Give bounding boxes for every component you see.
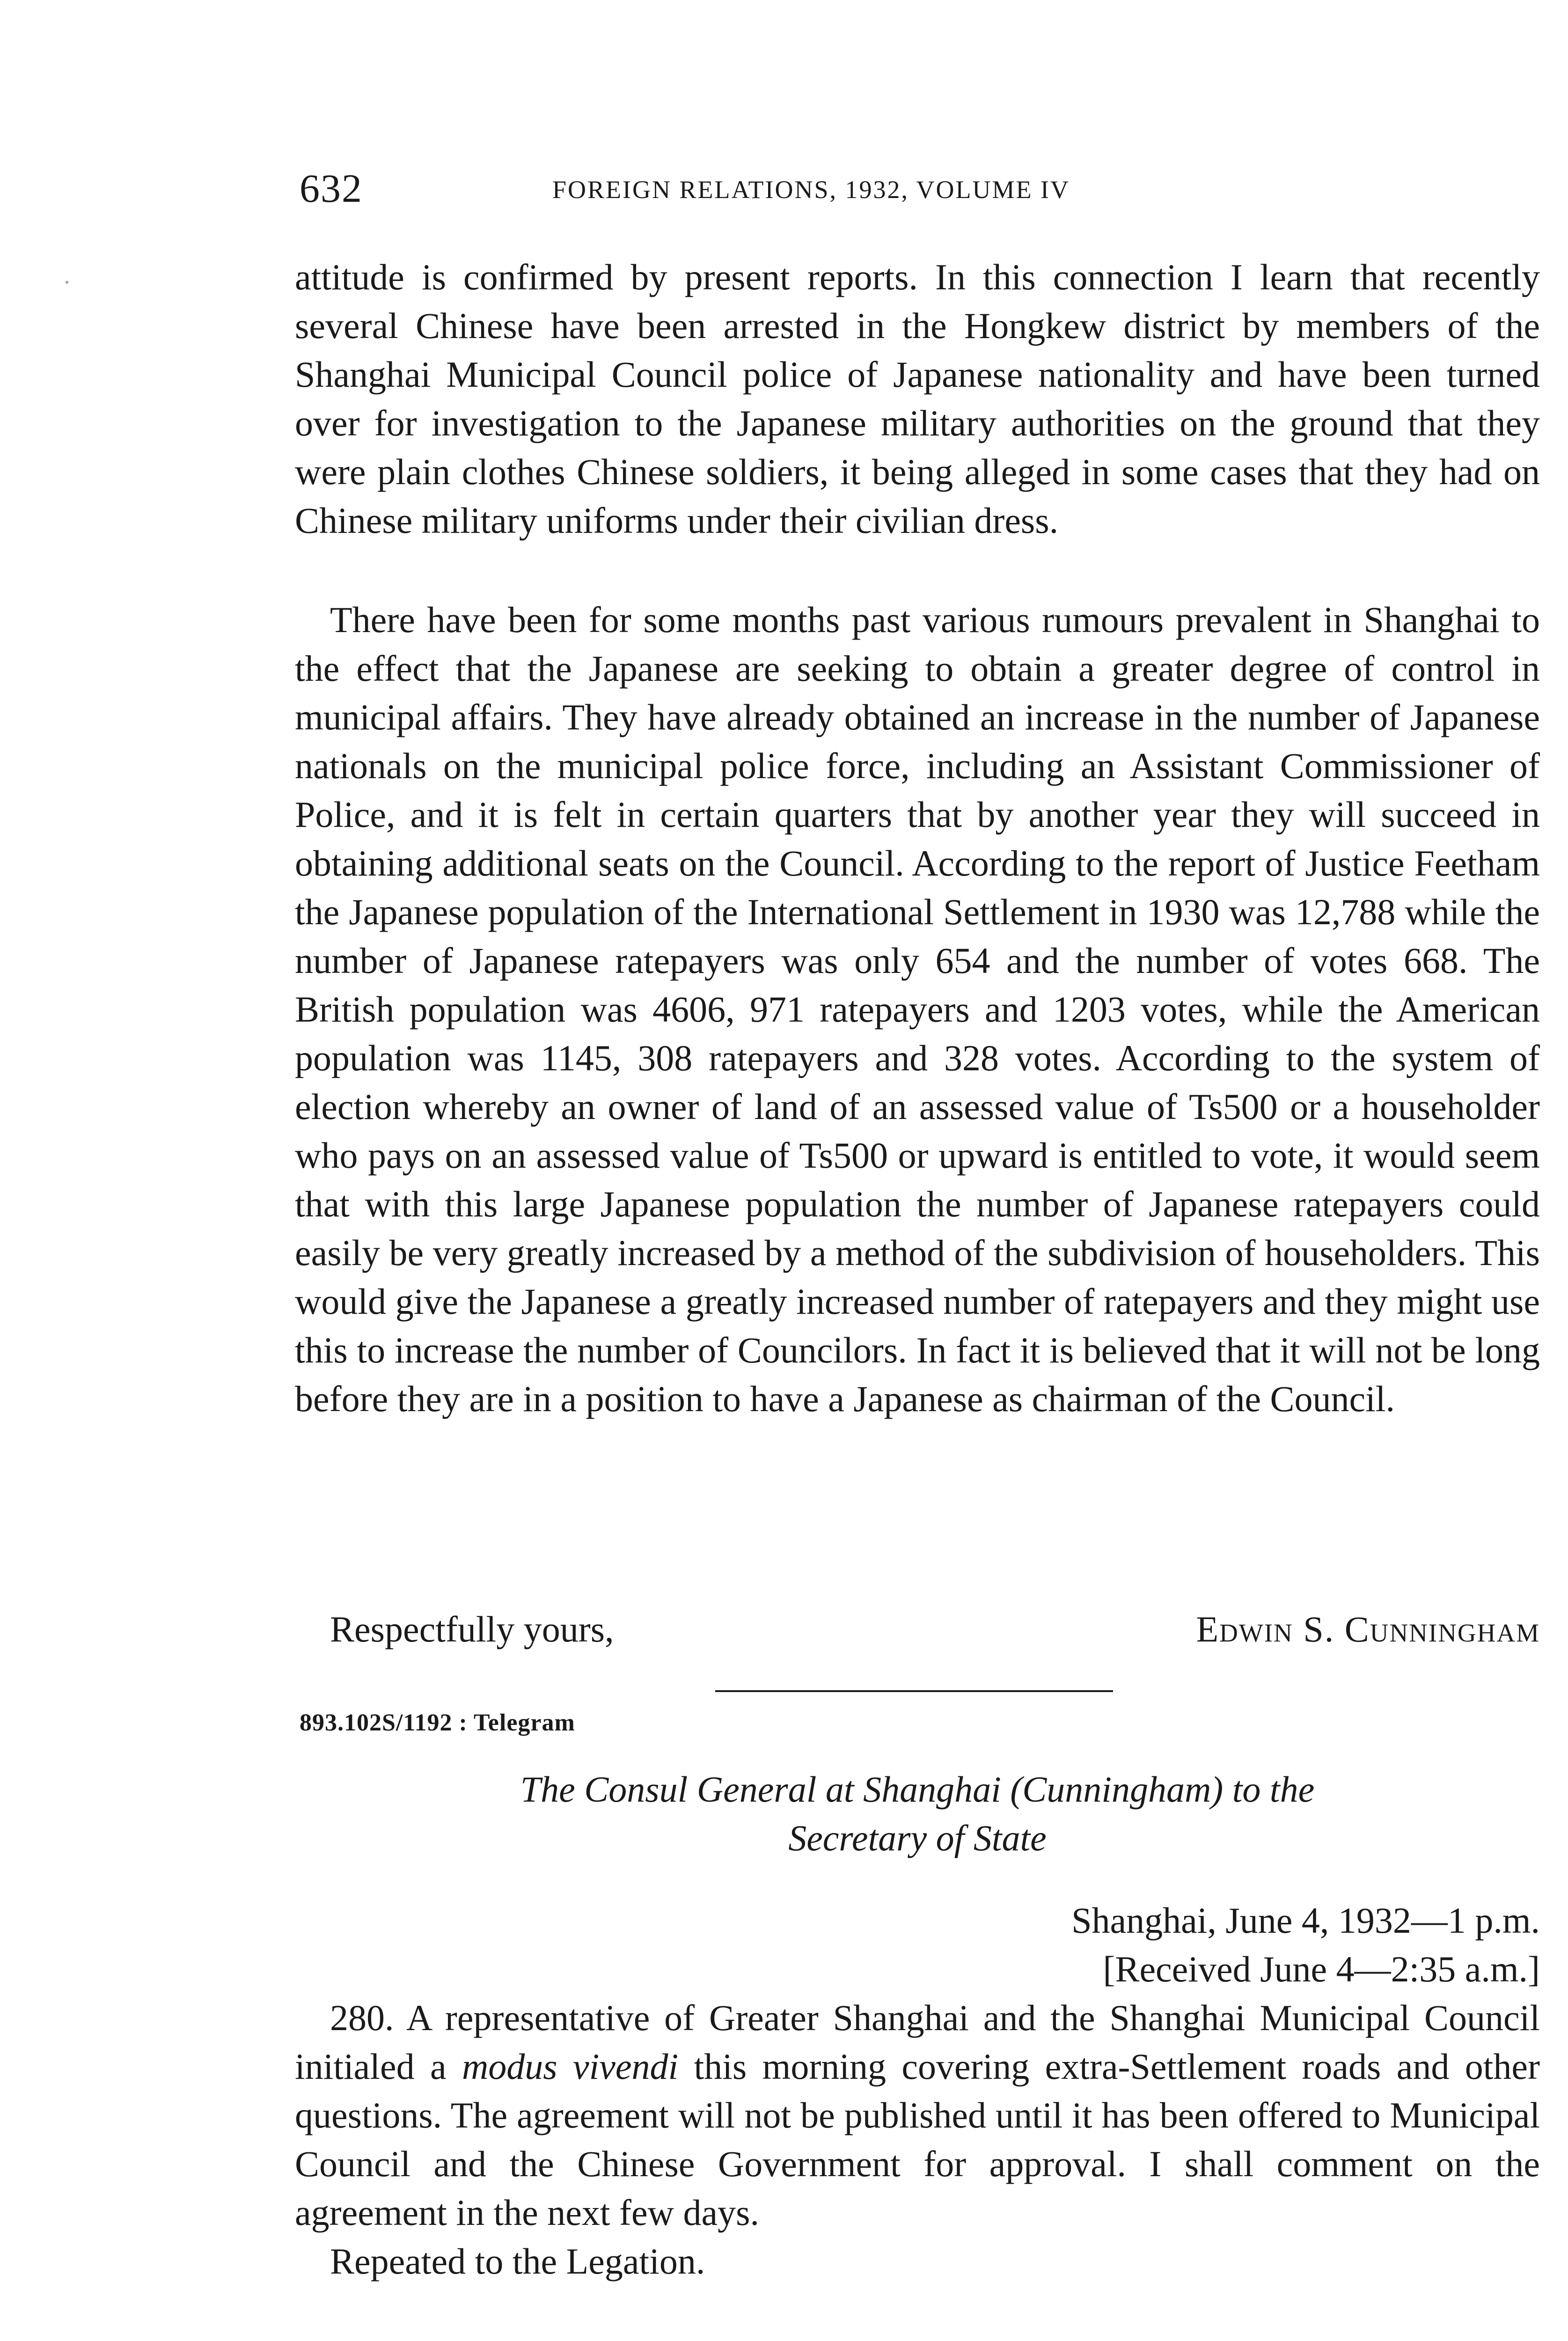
- page-header: [300, 165, 1535, 221]
- telegram-body: [295, 1994, 1540, 2286]
- telegram-title: [295, 1765, 1540, 1862]
- dateline-sent: Shanghai, June 4, 1932—1 p.m.: [1071, 1900, 1540, 1941]
- dateline-received: [Received June 4—2:35 a.m.]: [1103, 1949, 1540, 1989]
- telegram-text-italic: modus vivendi: [462, 2046, 679, 2087]
- page-number: 632: [300, 166, 363, 211]
- telegram-title-line-2: Secretary of State: [788, 1818, 1047, 1858]
- telegram-title-line-1: The Consul General at Shanghai (Cunningham) to the: [520, 1769, 1315, 1810]
- telegram-text-end: this morning covering extra-Settlement roads and other questions. The agreement will not be published until it has been offered to Municipal Council and the Chinese Government for approval. I shall comment on the agreement in the next few days.: [295, 2046, 1540, 2233]
- complimentary-close: Respectfully yours,: [330, 1609, 614, 1649]
- running-head: FOREIGN RELATIONS, 1932, VOLUME IV: [552, 176, 1070, 204]
- telegram-paragraph: [295, 1994, 1540, 2237]
- telegram-text-start: 280. A representative of Greater Shanghai and the Shanghai Municipal Council initialed a: [295, 1997, 1540, 2087]
- telegram-dateline: [1071, 1896, 1540, 1994]
- telegram-repeated-note: Repeated to the Legation.: [330, 2241, 705, 2282]
- letter-signature: Edwin S. Cunningham: [1196, 1609, 1540, 1649]
- letter-paragraph-2: There have been for some months past various rumours prevalent in Shanghai to the effect that the Japanese are seeking to obtain a greater degree of control in municipal affairs. They have already obtained an increase in the number of Japanese nationals on the municipal police force, including an Assistant Commissioner of Police, and it is felt in certain quarters that by another year they will succeed in obtaining additional seats on the Council. According to the report of Justice Feetham the Japanese population of the International Settlement in 1930 was 12,788 while the number of Japanese ratepayers was only 654 and the number of votes 668. The British population was 4606, 971 ratepayers and 1203 votes, while the American population was 1145, 308 ratepayers and 328 votes. According to the system of election whereby an owner of land of an assessed value of Ts500 or a householder who pays on an assessed value of Ts500 or upward is entitled to vote, it would seem that with this large Japanese population the number of Japanese ratepayers could easily be very greatly increased by a method of the subdivision of householders. This would give the Japanese a greatly increased number of ratepayers and they might use this to increase the number of Councilors. In fact it is believed that it will not be long before they are in a position to have a Japanese as chairman of the Council.: [295, 599, 1540, 1419]
- letter-paragraph-1: attitude is confirmed by present reports. In this connection I learn that recently several Chinese have been arrested in the Hongkew district by members of the Shanghai Municipal Council police of Japanese nationality and have been turned over for investigation to the Japanese military authorities on the ground that they were plain clothes Chinese soldiers, it being alleged in some cases that they had on Chinese military uniforms under their civilian dress.: [295, 257, 1540, 541]
- file-reference: 893.102S/1192 : Telegram: [300, 1709, 575, 1736]
- scan-speck: [66, 281, 68, 284]
- section-divider: [715, 1690, 1113, 1692]
